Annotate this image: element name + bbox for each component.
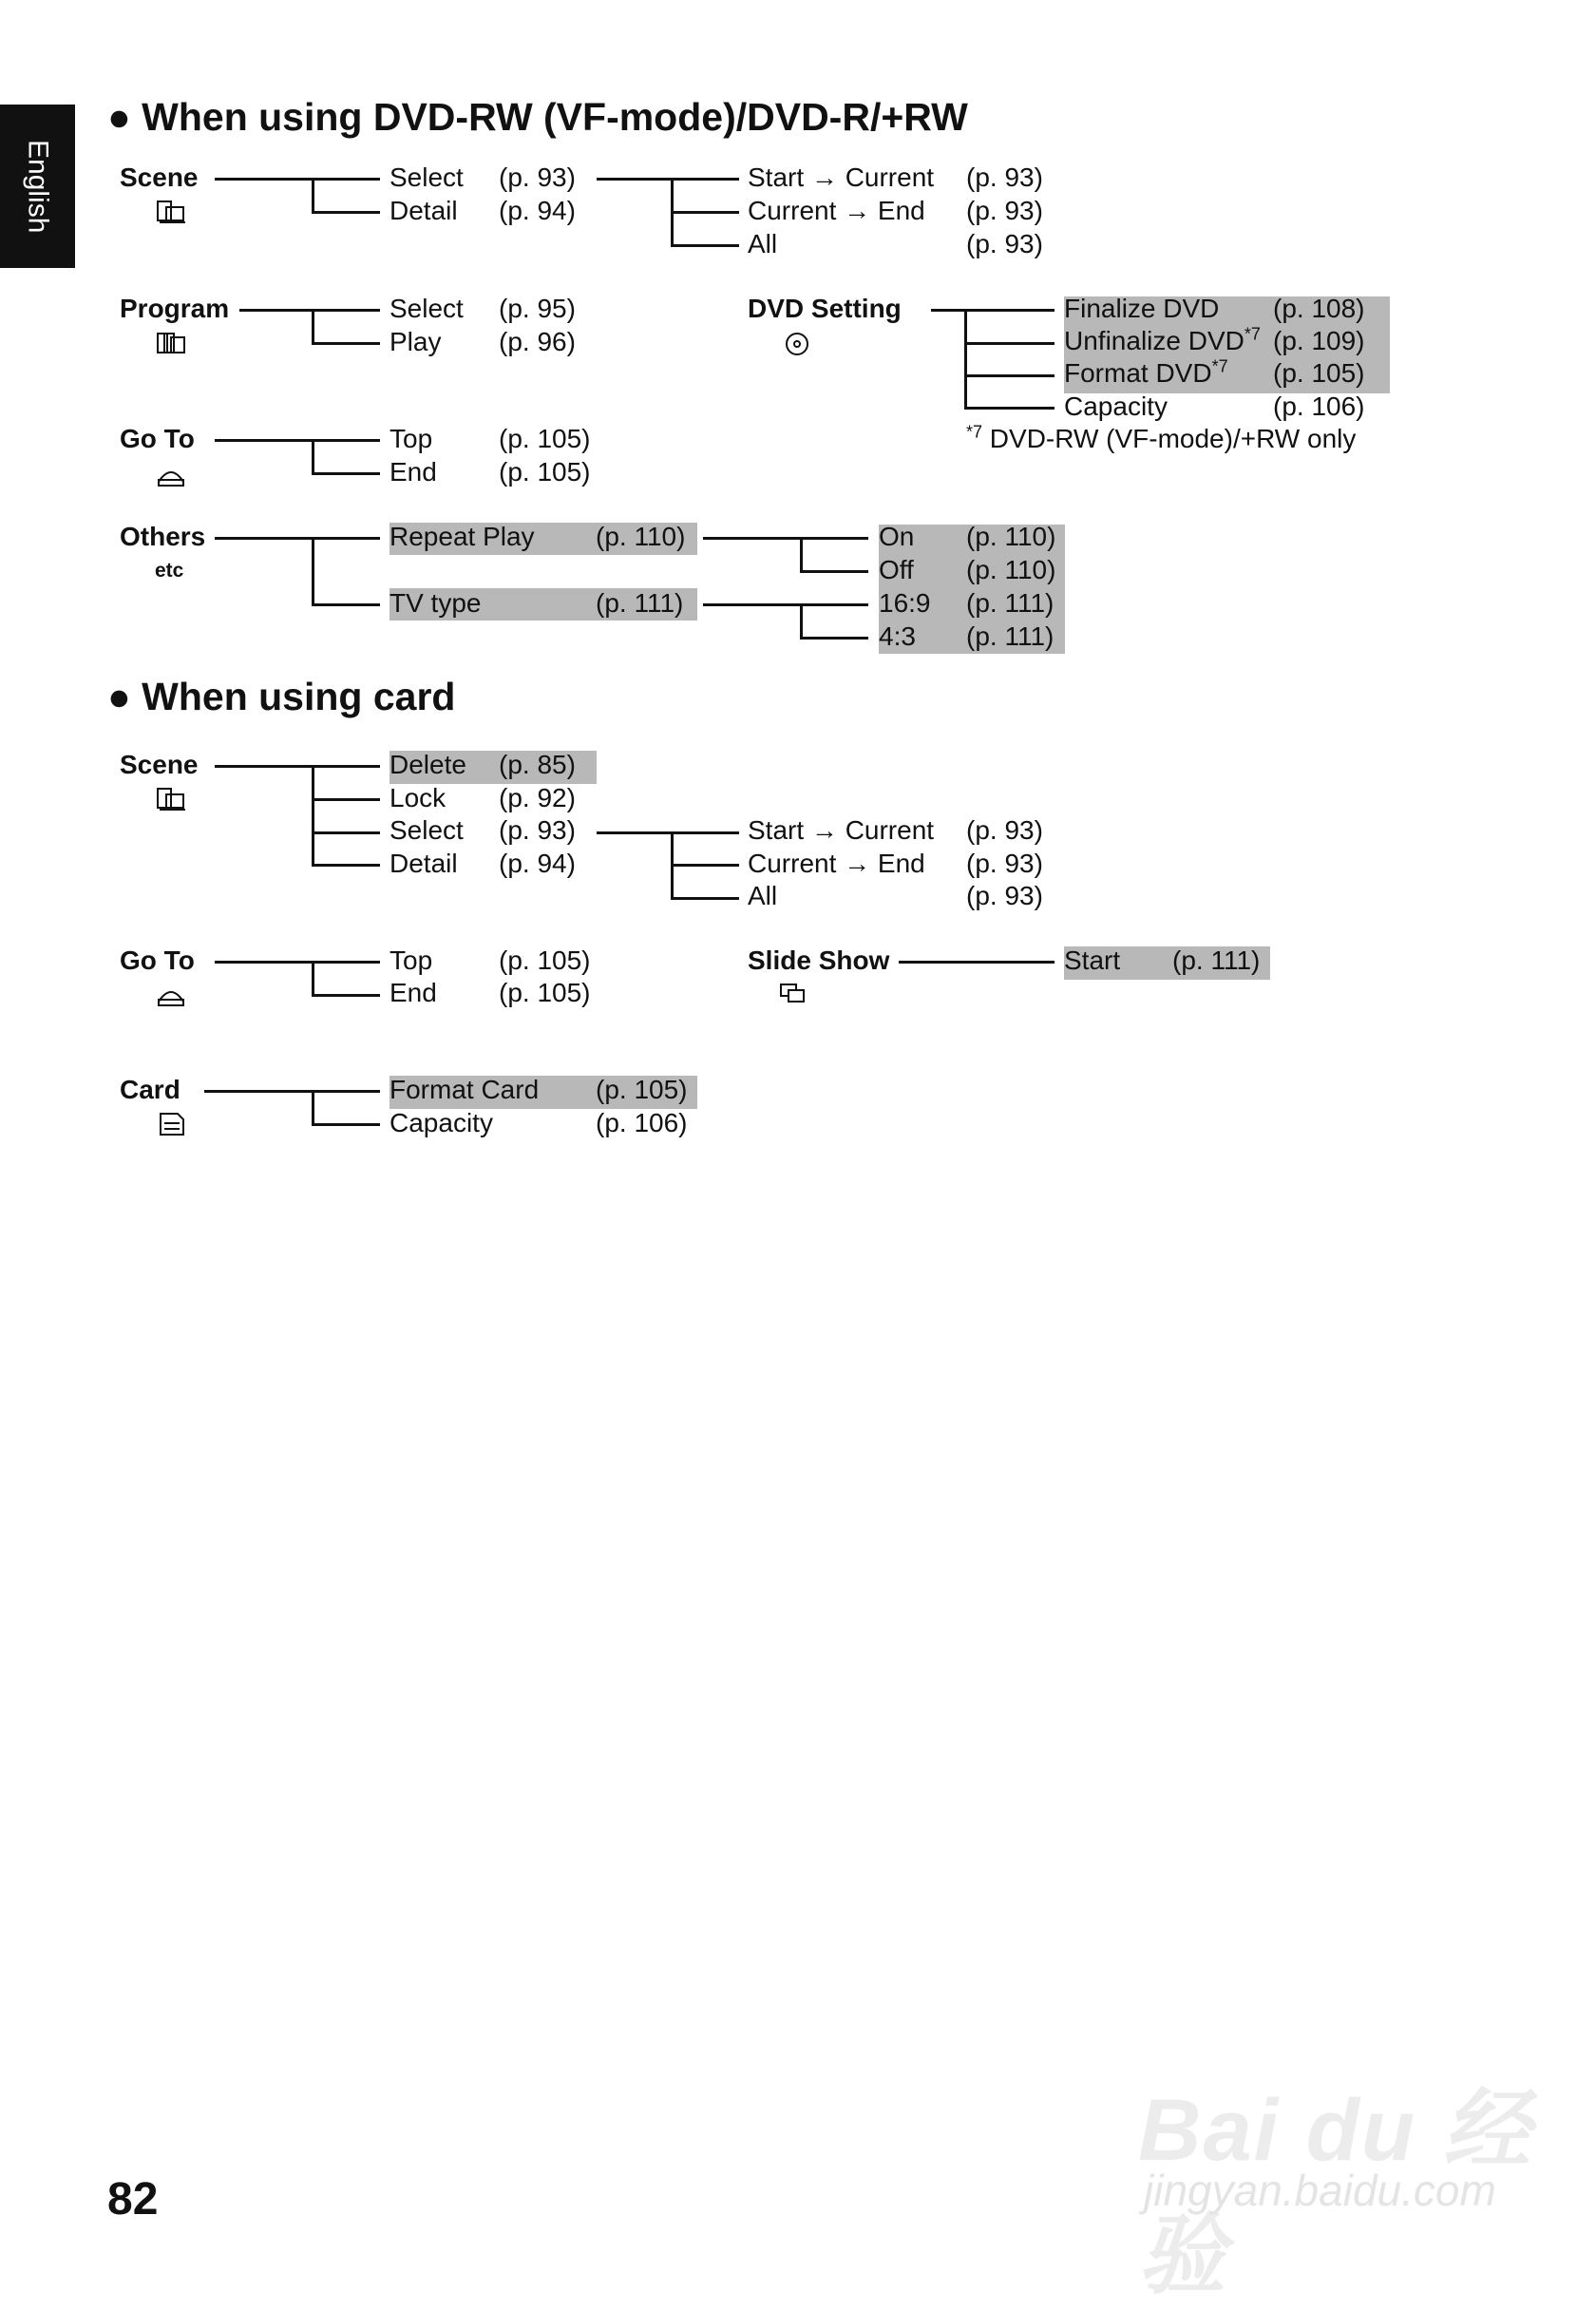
disc-icon [781, 330, 815, 358]
item-goto-top[interactable]: Top [390, 424, 433, 453]
item-goto-end[interactable]: End [390, 457, 437, 487]
item-finalize-dvd[interactable]: Finalize DVD [1064, 294, 1220, 323]
card-heading-text: When using card [142, 675, 456, 718]
menu-card-scene-label: Scene [120, 750, 199, 779]
menu-card-goto-label: Go To [120, 945, 195, 975]
page-ref: (p. 108) [1273, 294, 1365, 323]
item-unfinalize-dvd[interactable] [1064, 325, 1261, 357]
item-slideshow-start[interactable]: Start [1064, 945, 1121, 975]
page-ref: (p. 105) [1273, 358, 1365, 388]
item-card-goto-top[interactable]: Top [390, 945, 433, 975]
page-ref: (p. 93) [499, 815, 576, 845]
item-card-start-current[interactable]: Start → Current [748, 815, 935, 845]
item-tv-169[interactable]: 16:9 [879, 588, 931, 618]
page-ref: (p. 111) [596, 588, 684, 618]
item-format-card[interactable]: Format Card [390, 1075, 540, 1104]
item-scene-detail[interactable]: Detail [390, 196, 458, 225]
page-ref: (p. 111) [966, 588, 1054, 618]
item-text: Unfinalize DVD [1064, 326, 1244, 355]
scene-icon [155, 785, 189, 813]
page-ref: (p. 110) [966, 522, 1056, 551]
footnote [966, 423, 1356, 455]
item-card-current-end[interactable]: Current → End [748, 849, 925, 878]
item-program-play[interactable]: Play [390, 327, 442, 356]
watermark-brand: Bai du 经验 [1138, 2082, 1532, 2304]
item-delete[interactable]: Delete [390, 750, 466, 779]
card-icon [155, 1110, 189, 1138]
page-ref: (p. 95) [499, 294, 576, 323]
page-ref: (p. 111) [1172, 945, 1261, 975]
page-ref: (p. 96) [499, 327, 576, 356]
dvd-heading-text: When using DVD-RW (VF-mode)/DVD-R/+RW [142, 95, 968, 139]
item-card-detail[interactable]: Detail [390, 849, 458, 878]
footnote-mark: *7 [1244, 324, 1261, 344]
others-icon: etc [155, 560, 184, 582]
page-ref: (p. 109) [1273, 326, 1365, 355]
page-ref: (p. 94) [499, 849, 576, 878]
item-program-select[interactable]: Select [390, 294, 464, 323]
page-ref: (p. 105) [596, 1075, 688, 1104]
language-tab [0, 105, 75, 268]
page-ref: (p. 93) [966, 162, 1043, 192]
item-card-select[interactable]: Select [390, 815, 464, 845]
item-lock[interactable]: Lock [390, 783, 446, 812]
menu-goto-label: Go To [120, 424, 195, 453]
item-card-goto-end[interactable]: End [390, 978, 437, 1007]
page-ref: (p. 105) [499, 424, 591, 453]
slideshow-icon [777, 979, 811, 1007]
language-tab-label: English [22, 139, 54, 234]
footnote-text: DVD-RW (VF-mode)/+RW only [989, 424, 1357, 453]
menu-card-label: Card [120, 1075, 180, 1104]
watermark-url: jingyan.baidu.com [1144, 2166, 1496, 2215]
page-ref: (p. 110) [966, 555, 1056, 584]
item-tv-type[interactable]: TV type [390, 588, 482, 618]
page-number: 82 [107, 2174, 159, 2225]
page-ref: (p. 105) [499, 978, 591, 1007]
item-start-current[interactable]: Start → Current [748, 162, 935, 192]
page-ref: (p. 111) [966, 621, 1054, 651]
item-repeat-play[interactable]: Repeat Play [390, 522, 535, 551]
footnote-mark: *7 [1211, 356, 1228, 376]
item-tv-43[interactable]: 4:3 [879, 621, 916, 651]
page-ref: (p. 85) [499, 750, 576, 779]
page-ref: (p. 92) [499, 783, 576, 812]
goto-icon [155, 461, 189, 489]
goto-icon [155, 981, 189, 1009]
page-ref: (p. 110) [596, 522, 686, 551]
page-ref: (p. 94) [499, 196, 576, 225]
page-ref: (p. 106) [1273, 392, 1365, 421]
item-format-dvd[interactable] [1064, 357, 1228, 390]
item-card-all[interactable]: All [748, 881, 778, 910]
page-ref: (p. 93) [966, 196, 1043, 225]
program-icon [155, 330, 189, 358]
item-repeat-off[interactable]: Off [879, 555, 914, 584]
menu-scene-label: Scene [120, 162, 199, 192]
item-repeat-on[interactable]: On [879, 522, 915, 551]
scene-icon [155, 198, 189, 226]
page-ref: (p. 105) [499, 457, 591, 487]
dvd-section-heading: ● When using DVD-RW (VF-mode)/DVD-R/+RW [107, 95, 968, 139]
item-text: Format DVD [1064, 358, 1212, 388]
item-scene-select[interactable]: Select [390, 162, 464, 192]
footnote-mark: *7 [966, 422, 983, 442]
page-ref: (p. 93) [966, 229, 1043, 258]
card-section-heading: ● When using card [107, 675, 456, 718]
menu-slideshow-label: Slide Show [748, 945, 890, 975]
menu-others-label: Others [120, 522, 206, 551]
item-current-end[interactable]: Current → End [748, 196, 925, 225]
page-ref: (p. 106) [596, 1108, 688, 1137]
page-ref: (p. 93) [499, 162, 576, 192]
page-ref: (p. 93) [966, 881, 1043, 910]
item-capacity-dvd[interactable]: Capacity [1064, 392, 1168, 421]
menu-dvd-setting-label: DVD Setting [748, 294, 902, 323]
item-all[interactable]: All [748, 229, 778, 258]
page-ref: (p. 93) [966, 815, 1043, 845]
page-ref: (p. 105) [499, 945, 591, 975]
menu-program-label: Program [120, 294, 230, 323]
page-ref: (p. 93) [966, 849, 1043, 878]
item-card-capacity[interactable]: Capacity [390, 1108, 493, 1137]
